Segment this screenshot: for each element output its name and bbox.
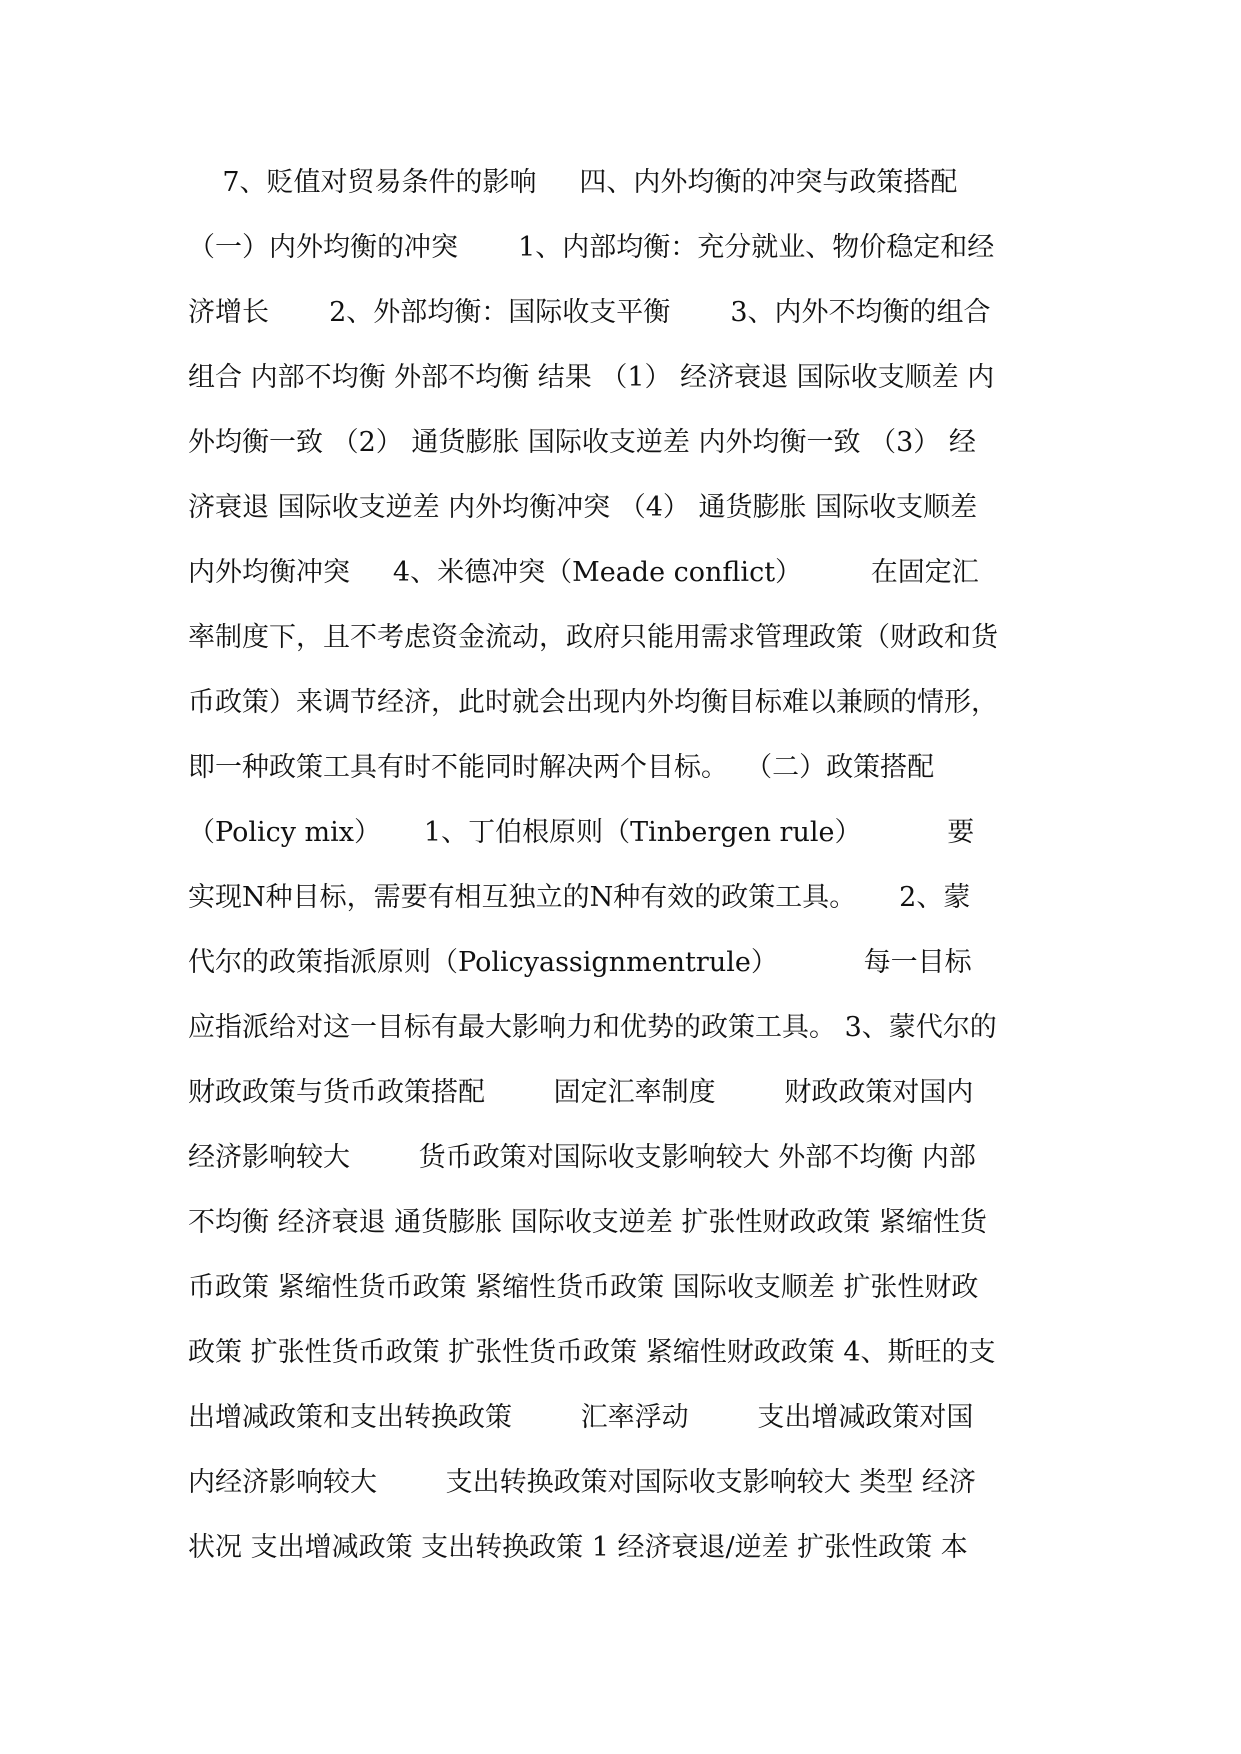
text-line: 代尔的政策指派原则（Policyassignmentrule） 每一目标 (188, 947, 972, 978)
text-line: 出增减政策和支出转换政策 汇率浮动 支出增减政策对国 (188, 1402, 974, 1433)
text-line: 实现N种目标，需要有相互独立的N种有效的政策工具。 2、蒙 (188, 882, 971, 913)
text-line: 外均衡一致 （2） 通货膨胀 国际收支逆差 内外均衡一致 （3） 经 (188, 427, 976, 458)
text-line: 即一种政策工具有时不能同时解决两个目标。 （二）政策搭配 (188, 752, 935, 783)
text-line: 经济影响较大 货币政策对国际收支影响较大 外部不均衡 内部 (188, 1142, 976, 1173)
text-line: 币政策 紧缩性货币政策 紧缩性货币政策 国际收支顺差 扩张性财政 (188, 1272, 979, 1303)
text-line: 财政政策与货币政策搭配 固定汇率制度 财政政策对国内 (188, 1077, 974, 1108)
text-line: 内经济影响较大 支出转换政策对国际收支影响较大 类型 经济 (188, 1467, 976, 1498)
body-text (188, 160, 1058, 1590)
text-line: （一）内外均衡的冲突 1、内部均衡：充分就业、物价稳定和经 (188, 232, 995, 263)
text-line: 济增长 2、外部均衡：国际收支平衡 3、内外不均衡的组合 (188, 297, 991, 328)
text-line: 组合 内部不均衡 外部不均衡 结果 （1） 经济衰退 国际收支顺差 内 (188, 362, 995, 393)
text-line: 状况 支出增减政策 支出转换政策 1 经济衰退/逆差 扩张性政策 本 (188, 1532, 968, 1563)
text-line: 政策 扩张性货币政策 扩张性货币政策 紧缩性财政政策 4、斯旺的支 (188, 1337, 996, 1368)
text-line: 7、贬值对贸易条件的影响 四、内外均衡的冲突与政策搭配 (188, 167, 958, 198)
text-line: 率制度下，且不考虑资金流动，政府只能用需求管理政策（财政和货 (188, 622, 998, 653)
text-line: 不均衡 经济衰退 通货膨胀 国际收支逆差 扩张性财政政策 紧缩性货 (188, 1207, 987, 1238)
text-line: 内外均衡冲突 4、米德冲突（Meade conflict） 在固定汇 (188, 557, 979, 588)
text-line: 币政策）来调节经济，此时就会出现内外均衡目标难以兼顾的情形， (188, 687, 998, 718)
text-line: （Policy mix） 1、丁伯根原则（Tinbergen rule） 要 (188, 817, 975, 848)
text-line: 应指派给对这一目标有最大影响力和优势的政策工具。 3、蒙代尔的 (188, 1012, 997, 1043)
text-line: 济衰退 国际收支逆差 内外均衡冲突 （4） 通货膨胀 国际收支顺差 (188, 492, 978, 523)
